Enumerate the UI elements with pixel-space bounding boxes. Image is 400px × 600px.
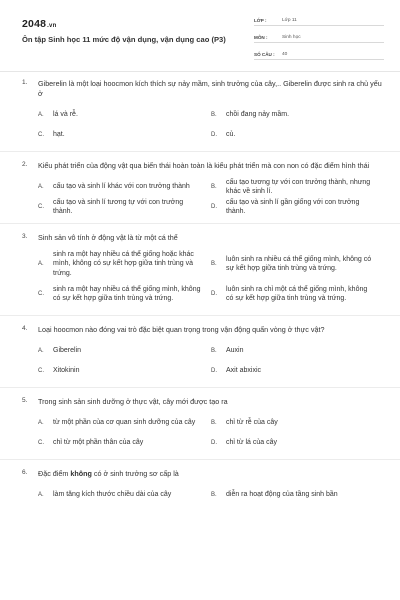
question-3 [0, 233, 400, 309]
option-letter: A. [38, 112, 44, 118]
option-text: luôn sinh ra chỉ một cá thể giống mình, không có sự kết hợp giữa tinh trùng và trứng. [226, 285, 368, 302]
option-letter: C. [38, 132, 44, 138]
answer-options [38, 249, 384, 309]
option-text: Giberelin [53, 347, 82, 355]
answer-option-c[interactable] [38, 197, 211, 217]
option-text: chỉ từ một phần thân của cây [53, 439, 144, 447]
answer-options [38, 485, 384, 505]
question-divider [0, 387, 400, 388]
header-divider [0, 71, 400, 72]
answer-option-c[interactable] [38, 279, 211, 309]
option-letter: B. [211, 420, 217, 426]
question-2 [0, 161, 400, 217]
option-letter: A. [38, 184, 44, 190]
option-letter: C. [38, 291, 44, 297]
site-logo[interactable] [22, 18, 56, 30]
question-text-part: có ở sinh trưởng sơ cấp là [91, 469, 179, 478]
option-letter: D. [211, 440, 217, 446]
option-letter: D. [211, 132, 217, 138]
meta-row-count [254, 46, 384, 60]
question-number: 3. [22, 233, 28, 240]
answer-option-a[interactable] [38, 341, 211, 361]
option-text: lá và rễ. [53, 111, 78, 119]
answer-options [38, 177, 384, 217]
option-text: sinh ra một hay nhiều cá thể giống hoặc khác mình, không có sự kết hợp giữa tinh trùng và trứng. [53, 250, 194, 277]
option-text: Xitokinin [53, 367, 80, 375]
answer-option-c[interactable] [38, 125, 211, 145]
meta-value: Lớp 11 [282, 18, 297, 23]
option-letter: D. [211, 368, 217, 374]
question-number: 5. [22, 397, 28, 404]
question-6 [0, 469, 400, 505]
answer-option-d[interactable] [211, 279, 384, 309]
answer-option-d[interactable] [211, 125, 384, 145]
question-text: Loại hoocmon nào đóng vai trò đặc biệt quan trọng trong vận động quấn vòng ở thực vật? [38, 325, 325, 334]
question-5 [0, 397, 400, 453]
question-list [0, 79, 400, 505]
document-header [0, 0, 400, 68]
logo-main: 2048 [22, 18, 47, 30]
question-text: Trong sinh sản sinh dưỡng ở thực vật, cây mới được tạo ra [38, 397, 228, 406]
option-letter: A. [38, 420, 44, 426]
option-text: cấu tạo và sinh lí khác với con trưởng thành [53, 183, 190, 191]
option-letter: C. [38, 368, 44, 374]
question-divider [0, 223, 400, 224]
option-text: cấu tạo và sinh lí tương tự với con trưởng thành. [53, 198, 184, 215]
option-text: củ. [226, 131, 236, 139]
option-letter: B. [211, 348, 217, 354]
question-text-part: Đặc điểm [38, 469, 71, 478]
meta-label: LỚP : [254, 18, 267, 23]
meta-label: SỐ CÂU : [254, 52, 275, 57]
option-text: Axit abxixic [226, 367, 262, 375]
answer-option-a[interactable] [38, 249, 211, 279]
answer-options [38, 105, 384, 145]
option-text: làm tăng kích thước chiều dài của cây [53, 491, 172, 499]
option-letter: D. [211, 291, 217, 297]
question-number: 4. [22, 325, 28, 332]
answer-option-b[interactable] [211, 341, 384, 361]
question-divider [0, 315, 400, 316]
answer-option-b[interactable] [211, 105, 384, 125]
option-letter: C. [38, 204, 44, 210]
answer-option-a[interactable] [38, 485, 211, 505]
option-letter: A. [38, 348, 44, 354]
answer-option-a[interactable] [38, 105, 211, 125]
option-letter: D. [211, 204, 217, 210]
option-text: hạt. [53, 131, 65, 139]
option-text: luôn sinh ra nhiều cá thể giống mình, không có sự kết hợp giữa tinh trùng và trứng. [226, 255, 372, 272]
meta-label: MÔN : [254, 35, 268, 40]
option-text: Auxin [226, 347, 244, 355]
option-text: chỉ từ lá của cây [226, 439, 277, 447]
answer-option-a[interactable] [38, 413, 211, 433]
option-letter: A. [38, 261, 44, 267]
option-text: chồi đang nảy mầm. [226, 111, 290, 119]
meta-block [254, 12, 384, 63]
option-text: sinh ra một hay nhiều cá thể giống mình, không có sự kết hợp giữa tinh trùng và trứng. [53, 285, 201, 302]
option-text: chỉ từ rễ của cây [226, 419, 278, 427]
option-text: cấu tạo và sinh lí gần giống với con trưởng thành. [226, 198, 360, 215]
answer-option-a[interactable] [38, 177, 211, 197]
question-number: 6. [22, 469, 28, 476]
option-letter: B. [211, 184, 217, 190]
question-number: 1. [22, 79, 28, 86]
option-text: cấu tạo tương tự với con trưởng thành, nhưng khác về sinh lí. [226, 178, 371, 195]
option-text: từ một phần của cơ quan sinh dưỡng của cây [53, 419, 196, 427]
answer-option-b[interactable] [211, 413, 384, 433]
question-4 [0, 325, 400, 381]
question-divider [0, 151, 400, 152]
option-letter: A. [38, 492, 44, 498]
answer-option-b[interactable] [211, 177, 384, 197]
answer-option-c[interactable] [38, 361, 211, 381]
answer-option-d[interactable] [211, 361, 384, 381]
answer-option-c[interactable] [38, 433, 211, 453]
answer-option-b[interactable] [211, 249, 384, 279]
answer-options [38, 413, 384, 453]
question-1 [0, 79, 400, 145]
meta-row-class [254, 12, 384, 26]
option-letter: B. [211, 112, 217, 118]
document-title: Ôn tập Sinh học 11 mức độ vận dụng, vận dụng cao (P3) [22, 35, 226, 44]
question-number: 2. [22, 161, 28, 168]
answer-options [38, 341, 384, 381]
logo-suffix: .vn [47, 23, 57, 29]
option-letter: C. [38, 440, 44, 446]
option-letter: B. [211, 492, 217, 498]
meta-value: Sinh học [282, 35, 301, 40]
option-letter: B. [211, 261, 217, 267]
question-text-emphasis: không [70, 469, 92, 478]
question-text: Kiểu phát triển của động vật qua biến thái hoàn toàn là kiểu phát triển mà con non có đặc điểm hình thái [38, 161, 370, 170]
meta-value: 40 [282, 52, 288, 57]
answer-option-b[interactable] [211, 485, 384, 505]
question-divider [0, 459, 400, 460]
meta-row-subject [254, 29, 384, 43]
answer-option-d[interactable] [211, 197, 384, 217]
question-text [38, 469, 384, 479]
question-text: Sinh sản vô tính ở động vật là từ một cá thể [38, 233, 178, 242]
question-text: Giberelin là một loại hoocmon kích thích sự nảy mầm, sinh trưởng của cây,.. Giberelin được sinh ra chủ yếu ở [38, 79, 382, 98]
option-text: diễn ra hoạt động của tầng sinh bần [226, 491, 338, 499]
answer-option-d[interactable] [211, 433, 384, 453]
